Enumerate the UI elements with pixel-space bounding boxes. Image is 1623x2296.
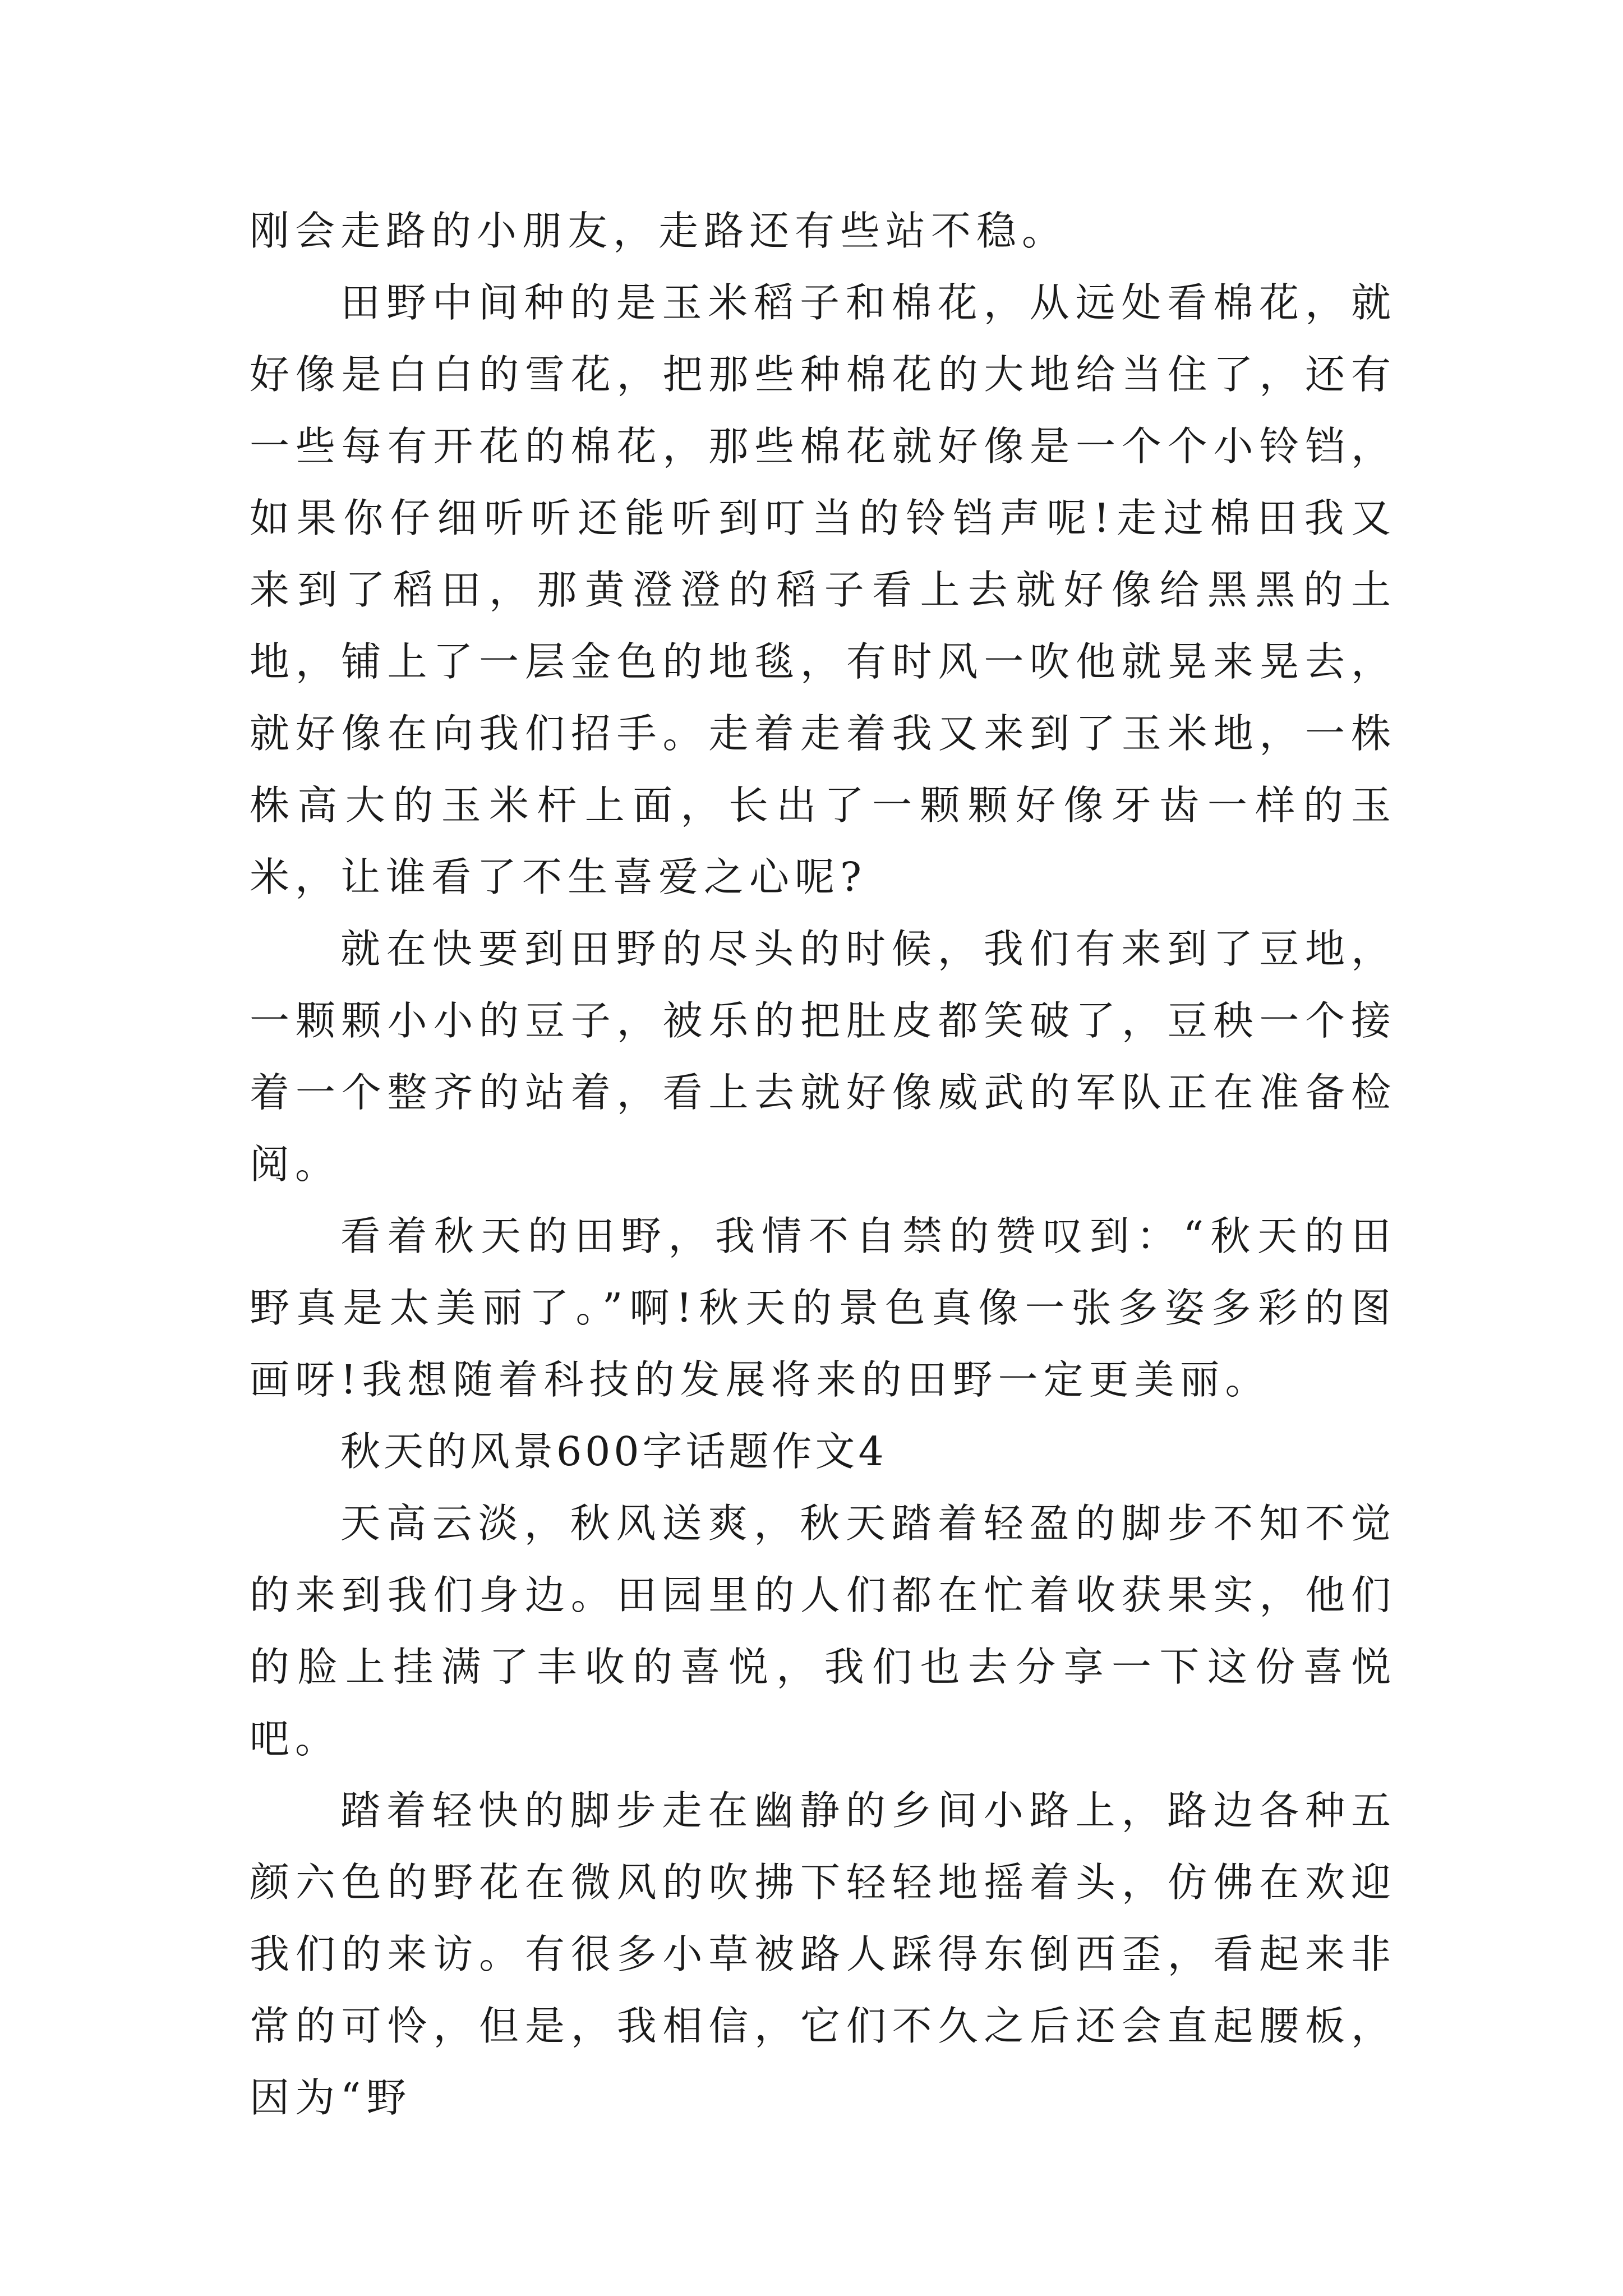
paragraph-fields: 田野中间种的是玉米稻子和棉花，从远处看棉花，就好像是白白的雪花，把那些种棉花的大地给当住了，还有一些每有开花的棉花，那些棉花就好像是一个个小铃铛，如果你仔细听听还能听到叮当的铃铛声呢!走过棉田我又来到了稻田，那黄澄澄的稻子看上去就好像给黑黑的土地，铺上了一层金色的地毯，有时风一吹他就晃来晃去，就好像在向我们招手。走着走着我又来到了玉米地，一株株高大的玉米杆上面，长出了一颗颗好像牙齿一样的玉米，让谁看了不生喜爱之心呢? xyxy=(250,279,1396,900)
essay-heading: 秋天的风景600字话题作文4 xyxy=(340,1428,887,1475)
essay-body xyxy=(250,195,1396,2134)
paragraph-country-road: 踏着轻快的脚步走在幽静的乡间小路上，路边各种五颜六色的野花在微风的吹拂下轻轻地摇着头，仿佛在欢迎我们的来访。有很多小草被路人踩得东倒西歪，看起来非常的可怜，但是，我相信，它们不久之后还会直起腰板，因为“野 xyxy=(250,1787,1396,2121)
paragraph-continuation: 刚会走路的小朋友，走路还有些站不稳。 xyxy=(250,208,1068,254)
paragraph-beans: 就在快要到田野的尽头的时候，我们有来到了豆地，一颗颗小小的豆子，被乐的把肚皮都笑破了，豆秧一个接着一个整齐的站着，看上去就好像威武的军队正在准备检阅。 xyxy=(250,926,1396,1188)
paragraph-autumn-intro: 天高云淡，秋风送爽，秋天踏着轻盈的脚步不知不觉的来到我们身边。田园里的人们都在忙着收获果实，他们的脸上挂满了丰收的喜悦，我们也去分享一下这份喜悦吧。 xyxy=(250,1500,1396,1762)
paragraph-admiration: 看着秋天的田野，我情不自禁的赞叹到：“秋天的田野真是太美丽了。”啊!秋天的景色真像一张多姿多彩的图画呀!我想随着科技的发展将来的田野一定更美丽。 xyxy=(250,1213,1396,1403)
